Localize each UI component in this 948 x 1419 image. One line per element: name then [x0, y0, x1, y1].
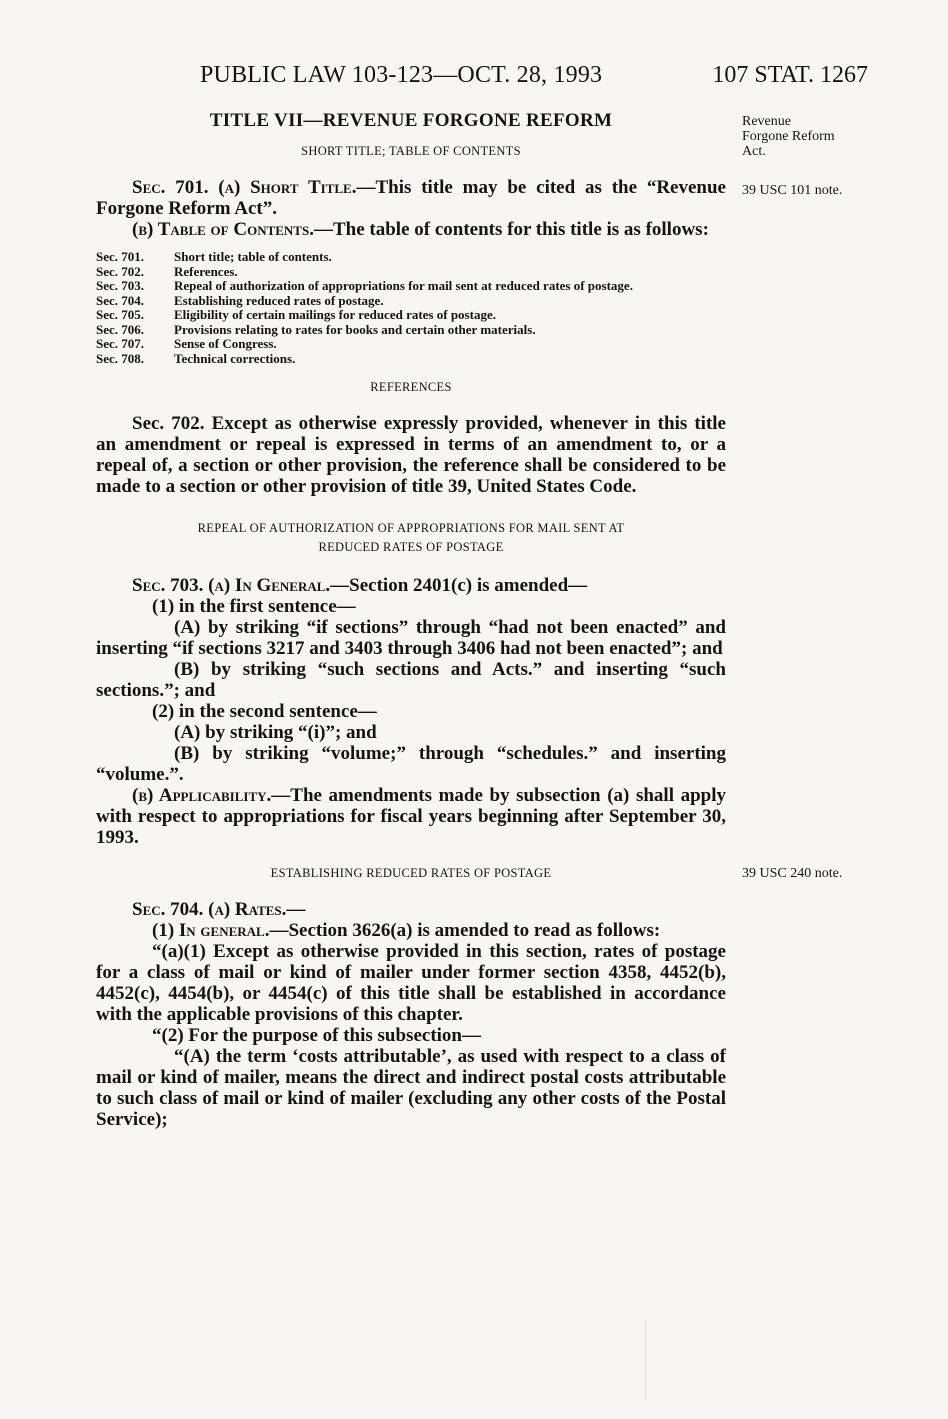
- sec-702: Sec. 702. Except as otherwise expressly provided, whenever in this title an amendment or repeal is expressed in terms of an amendment to, or a repeal of, a section or other provision, the reference shall be considered to be made to a section or other provision of title 39, United States Code.: [96, 413, 726, 497]
- sec-701-b-label: (b) Table of Contents.: [132, 219, 314, 240]
- margin-note-line: Revenue: [742, 114, 791, 129]
- main-column: [96, 110, 726, 1130]
- toc-text: Sense of Congress.: [174, 336, 277, 351]
- toc-text: Eligibility of certain mailings for reduced rates of postage.: [174, 307, 496, 322]
- margin-note-act-name: [742, 114, 835, 159]
- margin-note-39usc101: 39 USC 101 note.: [742, 183, 843, 198]
- sec-704-a-1: [96, 920, 726, 941]
- sec-703-a-text: —Section 2401(c) is amended—: [330, 575, 588, 596]
- sec-701-a: [96, 177, 726, 219]
- toc-item: [96, 323, 726, 338]
- sec-703-b-label: (b) Applicability.: [132, 785, 272, 806]
- sec-704-a-1-label: (1) In general.: [152, 920, 270, 941]
- margin-note-line: Forgone Reform: [742, 129, 835, 144]
- toc-item: [96, 337, 726, 352]
- sec-703-a-2: (2) in the second sentence—: [152, 701, 377, 722]
- toc-item: [96, 352, 726, 367]
- sec-703-a-1-A: (A) by striking “if sections” through “had not been enacted” and inserting “if sections 3217 and 3403 through 3406 had not been enacted”; and: [96, 617, 726, 659]
- sec-701-a-label: Sec. 701. (a) Short Title.: [132, 177, 357, 198]
- sec-703-b: [96, 785, 726, 848]
- running-header-page-ref: 107 STAT. 1267: [712, 62, 868, 88]
- toc-num: Sec. 704.: [96, 292, 145, 308]
- sec-703-a-2-A: (A) by striking “(i)”; and: [174, 722, 377, 743]
- sec-3626-a-1: “(a)(1) Except as otherwise provided in this section, rates of postage for a class of mail or kind of mailer under former section 4358, 4452(b), 4452(c), 4454(b), or 4454(c) of this title shall be established in accordance with the applicable provisions of this chapter.: [96, 941, 726, 1025]
- sec-704-a-label: Sec. 704. (a) Rates.: [132, 899, 287, 920]
- sec-701-a-text: —This title may be cited as the “Revenue Forgone Reform Act”.: [96, 177, 726, 219]
- toc-item: [96, 279, 726, 294]
- margin-note-line: Act.: [742, 144, 766, 159]
- sec-704-a: [96, 899, 726, 920]
- toc-text: Provisions relating to rates for books and certain other materials.: [174, 321, 536, 337]
- toc-num: Sec. 707.: [96, 336, 145, 351]
- sec-703-a-label: Sec. 703. (a) In General.: [132, 575, 331, 596]
- running-header-title: PUBLIC LAW 103-123—OCT. 28, 1993: [200, 62, 603, 88]
- toc-num: Sec. 701.: [96, 249, 145, 264]
- sec-3626-a-2-A: “(A) the term ‘costs attributable’, as used with respect to a class of mail or kind of mailer, means the direct and indirect postal costs attributable to such class of mail or kind of mailer (excluding any other costs of the Postal Service);: [96, 1046, 726, 1130]
- sec-704-a-text: —: [286, 899, 306, 920]
- sec-703-b-text: —The amendments made by subsection (a) shall apply with respect to appropriations for fiscal years beginning after September 30, 1993.: [96, 785, 727, 848]
- references-heading: REFERENCES: [370, 380, 452, 394]
- toc-text: Repeal of authorization of appropriations for mail sent at reduced rates of postage.: [174, 278, 633, 293]
- sec-701-b: [96, 219, 726, 240]
- toc-text: References.: [174, 263, 238, 279]
- sec-704-a-1-text: —Section 3626(a) is amended to read as follows:: [269, 920, 661, 941]
- toc-item: [96, 294, 726, 309]
- short-title-heading: SHORT TITLE; TABLE OF CONTENTS: [301, 144, 521, 158]
- table-of-contents: [96, 250, 726, 366]
- toc-num: Sec. 703.: [96, 278, 145, 293]
- toc-text: Technical corrections.: [174, 350, 296, 366]
- title-heading: TITLE VII—REVENUE FORGONE REFORM: [209, 110, 613, 131]
- sec-703-a-2-B: (B) by striking “volume;” through “schedules.” and inserting “volume.”.: [96, 743, 726, 785]
- page-crease: [645, 1320, 646, 1400]
- toc-num: Sec. 702.: [96, 263, 145, 279]
- margin-note-39usc240: 39 USC 240 note.: [742, 866, 843, 881]
- sec-703-a-1: (1) in the first sentence—: [152, 596, 356, 617]
- establishing-heading: ESTABLISHING REDUCED RATES OF POSTAGE: [270, 866, 552, 880]
- sec-703-a-1-B: (B) by striking “such sections and Acts.” and inserting “such sections.”; and: [96, 659, 726, 701]
- toc-text: Short title; table of contents.: [174, 249, 332, 264]
- toc-num: Sec. 708.: [96, 350, 145, 366]
- toc-item: [96, 308, 726, 323]
- sec-701-b-text: —The table of contents for this title is as follows:: [313, 219, 709, 240]
- sec-3626-a-2: “(2) For the purpose of this subsection—: [152, 1025, 481, 1046]
- toc-num: Sec. 705.: [96, 307, 145, 322]
- toc-num: Sec. 706.: [96, 321, 145, 337]
- toc-item: [96, 250, 726, 265]
- toc-item: [96, 265, 726, 280]
- sec-703-a: [96, 575, 726, 596]
- repeal-heading-line-1: REPEAL OF AUTHORIZATION OF APPROPRIATIONS FOR MAIL SENT AT: [197, 521, 625, 535]
- repeal-heading: [96, 519, 726, 557]
- repeal-heading-line-2: REDUCED RATES OF POSTAGE: [318, 540, 504, 554]
- toc-text: Establishing reduced rates of postage.: [174, 292, 384, 308]
